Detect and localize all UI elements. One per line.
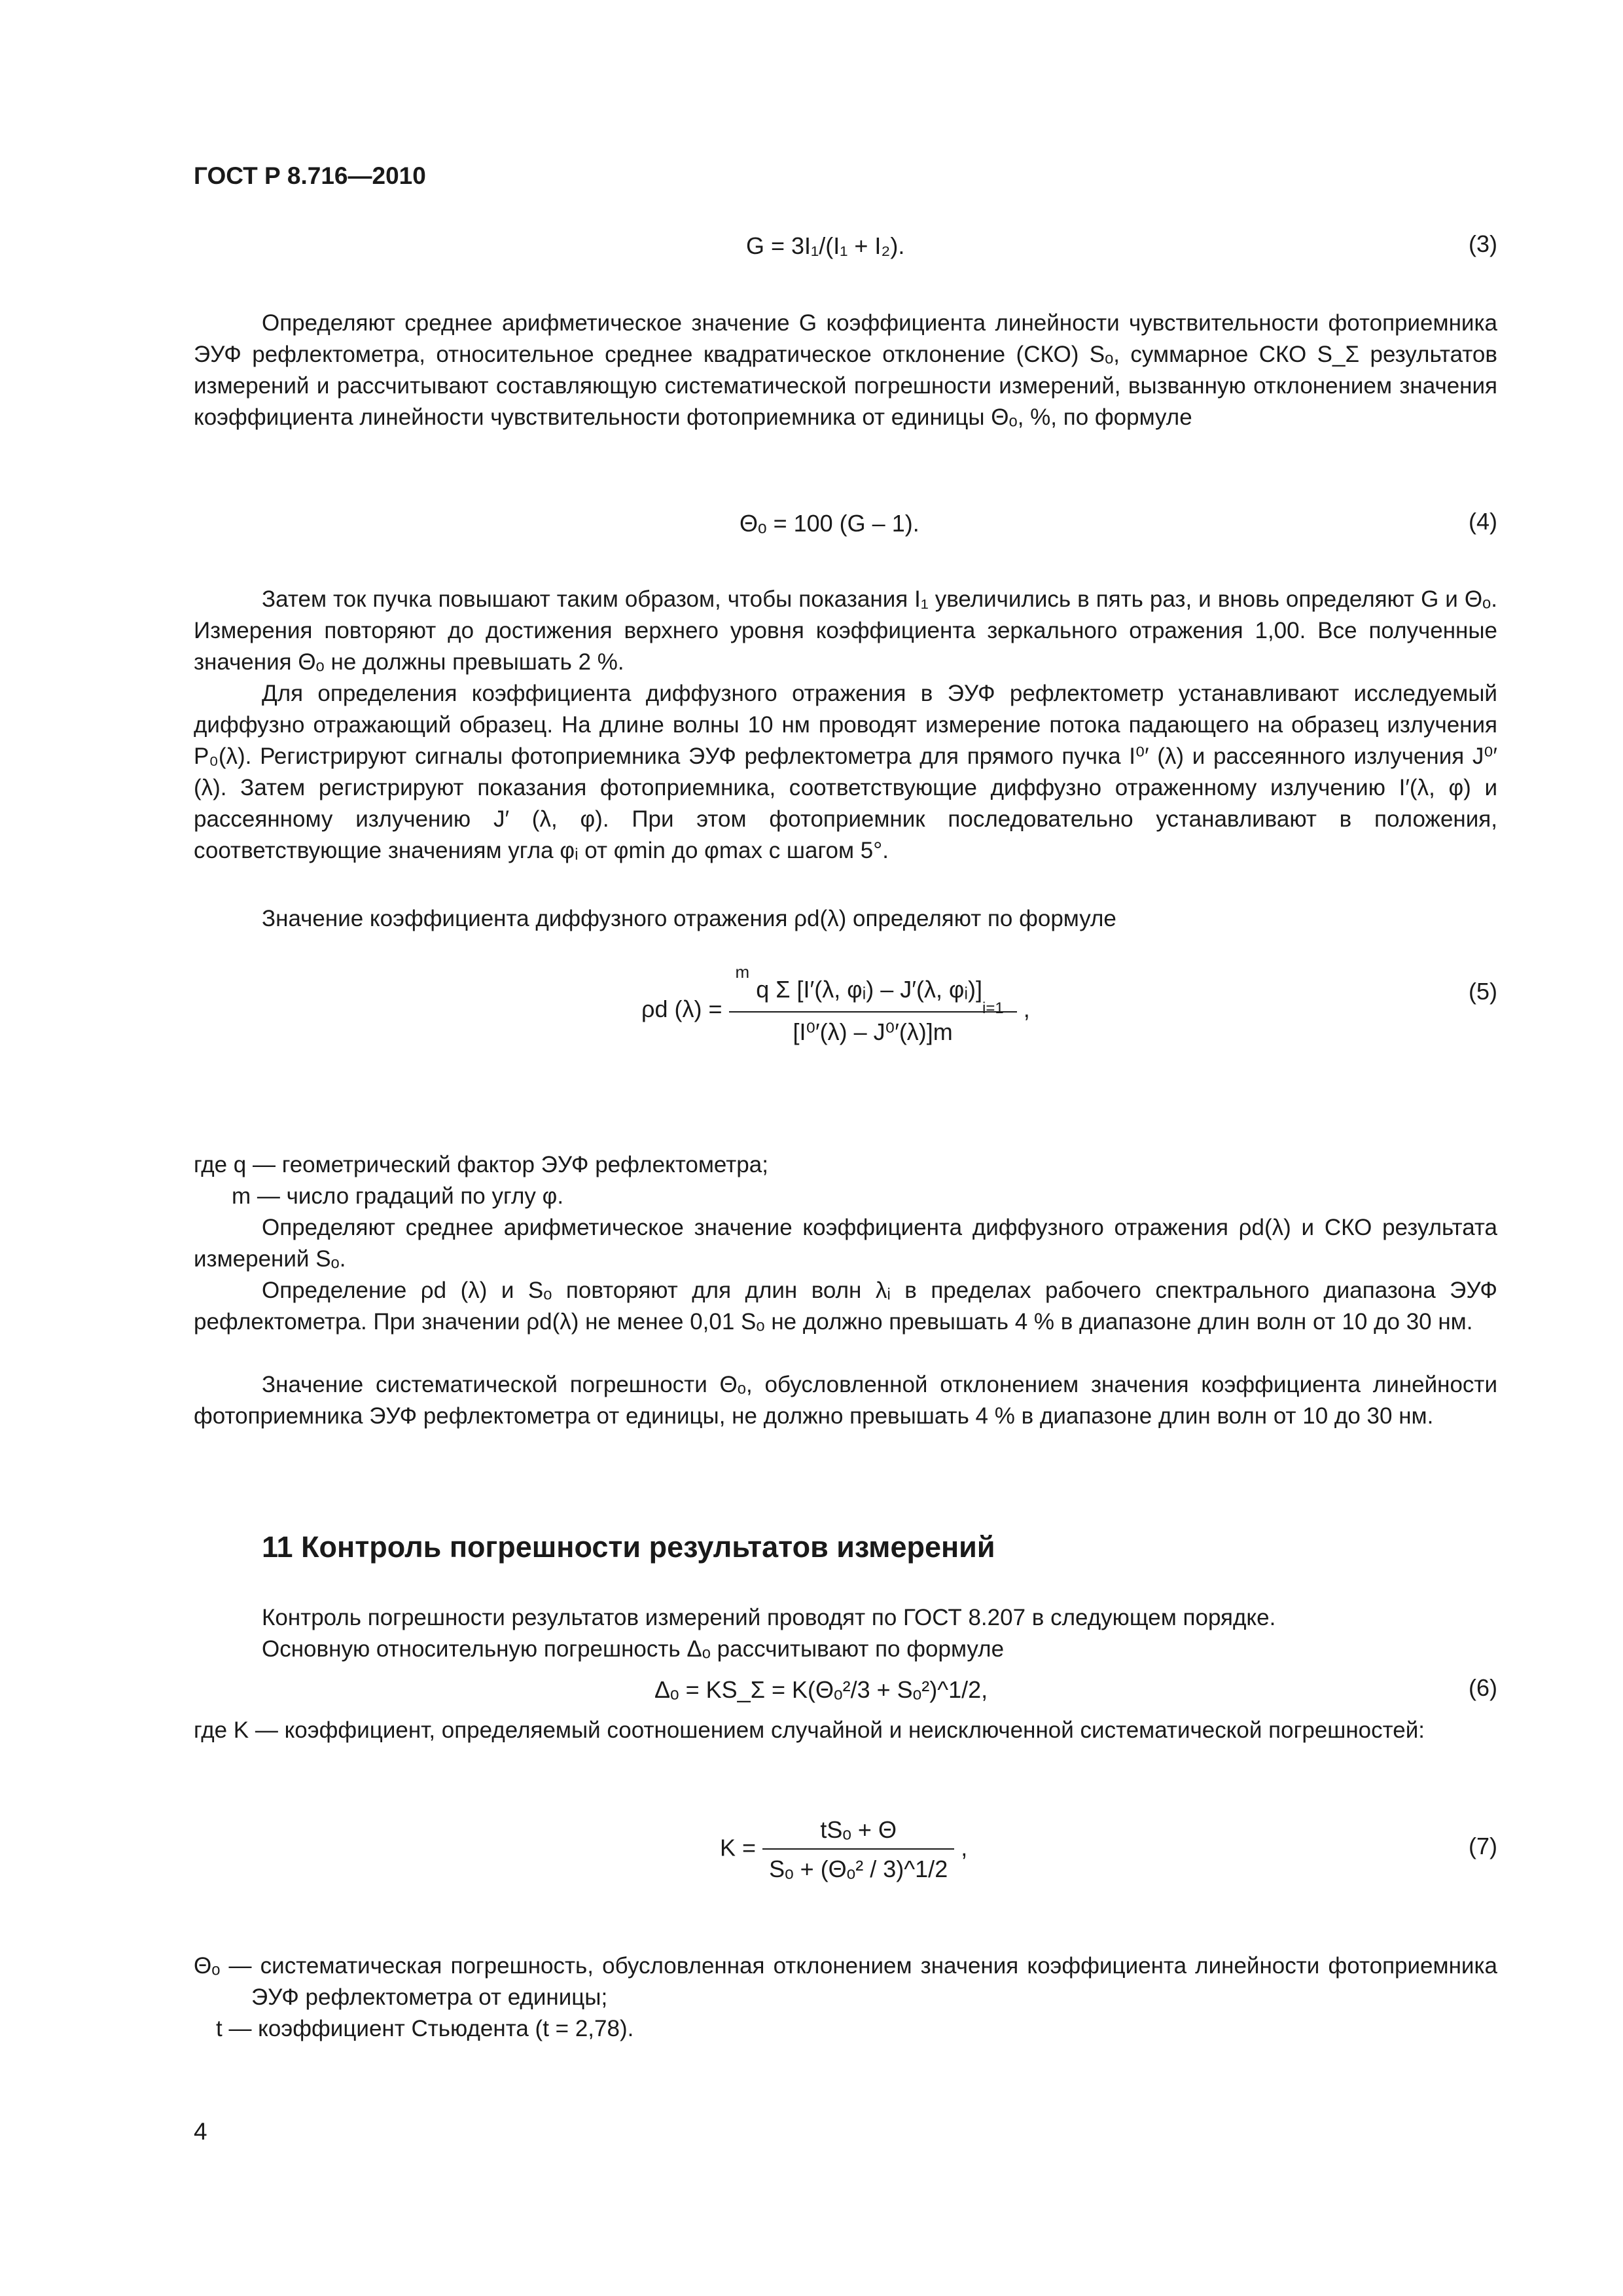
paragraph-systematic: Значение систематической погрешности Θₒ, обусловленной отклонением значения коэффициента линейности фотоприемника ЭУФ рефлектометра от единицы, не должно превышать 4 % в диапазоне длин волн от 10 до 30 нм. <box>194 1372 1497 1429</box>
where-m: m — число градаций по углу φ. <box>232 1183 564 1209</box>
paragraph-linearity: Определяют среднее арифметическое значение G коэффициента линейности чувствительности фотоприемника ЭУФ рефлектометра, относительное среднее квадратическое отклонение (СКО) Sₒ, суммарное СКО S_Σ результатов измерений и рассчитывают составляющую систематической погрешности измерений, вызванную отклонением значения коэффициента линейности чувствительности фотоприемника от единицы Θₒ, %, по формуле <box>194 310 1497 430</box>
equation-5-tail: , <box>1023 996 1030 1023</box>
equation-6: Δₒ = KS_Σ = K(Θₒ²/3 + Sₒ²)^1/2, <box>654 1676 988 1703</box>
equation-5-fraction <box>729 962 1017 1048</box>
equation-5-denominator: [I⁰′(λ) – J⁰′(λ)]m <box>793 1018 953 1045</box>
equation-4-number: (4) <box>1469 508 1497 535</box>
where-t: t — коэффициент Стьюдента (t = 2,78). <box>216 2016 634 2041</box>
equation-5-sum-upper: m <box>735 962 750 982</box>
paragraph-mean-diffuse: Определяют среднее арифметическое значение коэффициента диффузного отражения ρd(λ) и СКО результата измерений Sₒ. <box>194 1215 1497 1272</box>
equation-4: Θₒ = 100 (G – 1). <box>740 510 919 537</box>
equation-7-number: (7) <box>1469 1833 1497 1859</box>
equation-5-number: (5) <box>1469 978 1497 1005</box>
paragraph-basic-error: Основную относительную погрешность Δₒ рассчитывают по формуле <box>262 1636 1005 1662</box>
equation-5-sum-lower: i=1 <box>982 999 1004 1017</box>
equation-7-tail: , <box>961 1834 968 1861</box>
equation-5 <box>641 962 1099 1048</box>
equation-5-numerator <box>729 962 1017 1017</box>
section-heading: 11 Контроль погрешности результатов измерений <box>262 1530 995 1564</box>
document-header: ГОСТ Р 8.716—2010 <box>194 162 426 189</box>
paragraph-diffuse-setup: Для определения коэффициента диффузного отражения в ЭУФ рефлектометр устанавливают исследуемый диффузно отражающий образец. На длине волны 10 нм проводят измерение потока падающего на образец излучения P₀(λ). Регистрируют сигналы фотоприемника ЭУФ рефлектометра для прямого пучка I⁰′ (λ) и рассеянного излучения J⁰′ (λ). Затем регистрируют показания фотоприемника, соответствующие диффузно отраженному излучению I′(λ, φ) и рассеянному излучению J′ (λ, φ). При этом фотоприемник последовательно устанавливают в положения, соответствующие значениям угла φᵢ от φmin до φmax с шагом 5°. <box>194 681 1497 863</box>
paragraph-control: Контроль погрешности результатов измерений проводят по ГОСТ 8.207 в следующем порядке. <box>262 1605 1276 1630</box>
where-theta: Θₒ — систематическая погрешность, обусловленная отклонением значения коэффициента линейности фотоприемника ЭУФ рефлектометра от единицы; <box>194 1953 1497 2010</box>
page-number: 4 <box>194 2118 207 2145</box>
equation-7-denominator: Sₒ + (Θₒ² / 3)^1/2 <box>769 1856 948 1882</box>
equation-5-lhs: ρd (λ) = <box>641 996 722 1023</box>
equation-7-lhs: K = <box>720 1834 757 1861</box>
equation-7-numerator: tSₒ + Θ <box>762 1814 954 1850</box>
equation-5-numerator-text: q Σ [I′(λ, φᵢ) – J′(λ, φᵢ)] <box>756 976 982 1003</box>
equation-7 <box>720 1814 1060 1885</box>
equation-6-number: (6) <box>1469 1674 1497 1701</box>
equation-3-number: (3) <box>1469 230 1497 257</box>
equation-7-fraction <box>762 1814 954 1885</box>
equation-3: G = 3I₁/(I₁ + I₂). <box>746 232 905 259</box>
where-k: где K — коэффициент, определяемый соотношением случайной и неисключенной систематической погрешностей: <box>194 1717 1425 1743</box>
where-q: где q — геометрический фактор ЭУФ рефлектометра; <box>194 1152 768 1177</box>
paragraph-wavelengths: Определение ρd (λ) и Sₒ повторяют для длин волн λᵢ в пределах рабочего спектрального диапазона ЭУФ рефлектометра. При значении ρd(λ) не менее 0,01 Sₒ не должно превышать 4 % в диапазоне длин волн от 10 до 30 нм. <box>194 1278 1497 1335</box>
paragraph-diffuse-value: Значение коэффициента диффузного отражения ρd(λ) определяют по формуле <box>262 906 1116 931</box>
paragraph-beam-current: Затем ток пучка повышают таким образом, чтобы показания I₁ увеличились в пять раз, и вновь определяют G и Θₒ. Измерения повторяют до достижения верхнего уровня коэффициента зеркального отражения 1,00. Все полученные значения Θₒ не должны превышать 2 %. <box>194 586 1497 675</box>
